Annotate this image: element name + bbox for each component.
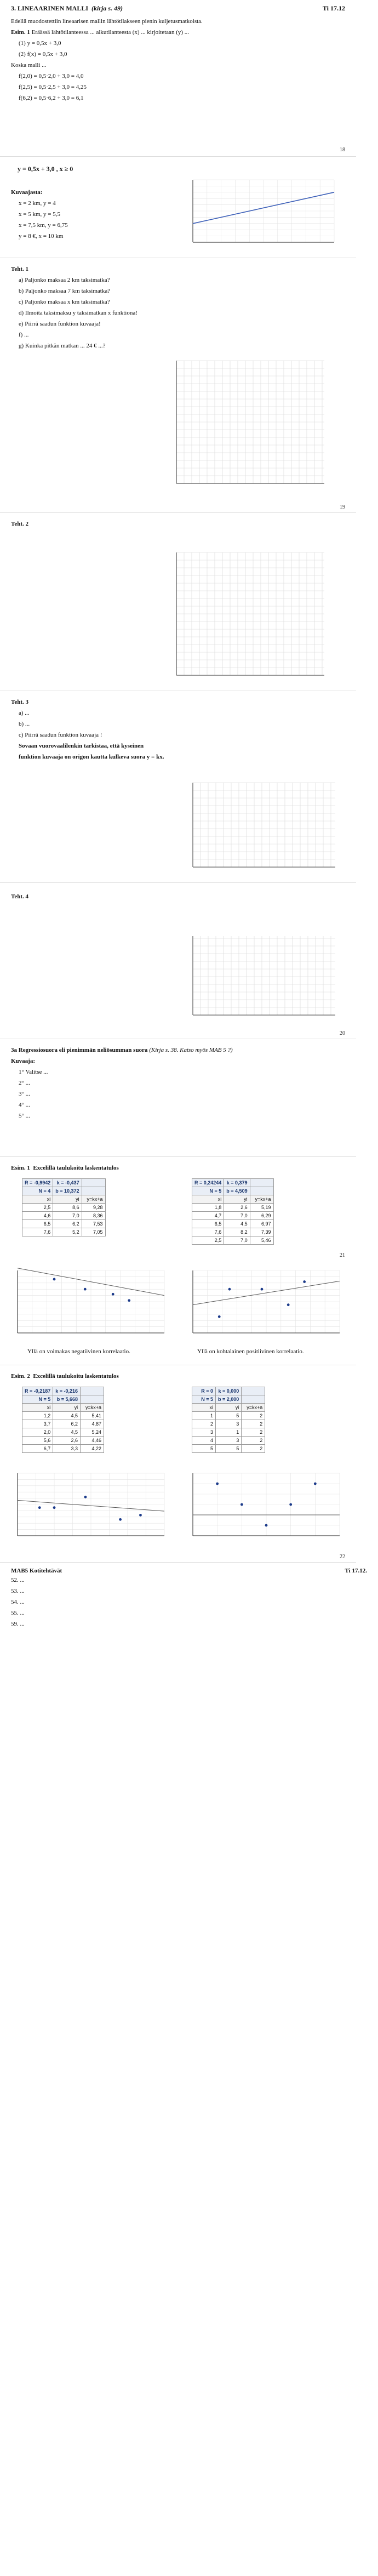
table-cell: 5,46 <box>250 1236 273 1245</box>
chapter-title: 3. LINEAARINEN MALLI <box>11 4 89 12</box>
table-cell: 2 <box>192 1420 216 1428</box>
data-point <box>119 1518 122 1521</box>
table-row <box>192 1412 265 1420</box>
graph-example-2b-svg <box>181 1469 345 1546</box>
section-readings <box>0 186 186 243</box>
table-row <box>22 1228 106 1236</box>
example-1 <box>0 1162 378 1175</box>
step-5: 5° ... <box>19 1112 30 1119</box>
homework-53: 53. ... <box>11 1587 25 1594</box>
equation-1: (1) y = 0,5x + 3,0 <box>19 39 61 47</box>
table-cell: yi <box>216 1404 242 1412</box>
equation-2: (2) f(x) = 0,5x + 3,0 <box>19 50 67 58</box>
graph-example-2a <box>5 1469 170 1546</box>
table-row <box>22 1204 106 1212</box>
table-column-row <box>192 1404 265 1412</box>
homework-52: 52. ... <box>11 1577 25 1583</box>
task-1-g: g) Kuinka pitkän matkan ... 24 € ...? <box>19 342 106 349</box>
page-number: 21 <box>340 1252 345 1258</box>
table-cell: 5,24 <box>81 1428 104 1437</box>
data-point <box>38 1506 41 1509</box>
table-column-row <box>22 1404 104 1412</box>
task-4-title: Teht. 4 <box>11 893 28 900</box>
table-cell: 4,46 <box>81 1437 104 1445</box>
table-cell: 4,5 <box>53 1412 81 1420</box>
grid-3 <box>181 778 340 877</box>
table-cell: 6,97 <box>250 1220 273 1228</box>
task-2 <box>0 518 378 531</box>
data-point <box>265 1524 268 1527</box>
table-row <box>22 1420 104 1428</box>
table-cell: 4 <box>192 1437 216 1445</box>
data-point <box>287 1303 290 1306</box>
table-cell: y=kx+a <box>250 1195 273 1204</box>
table-cell: xi <box>22 1195 53 1204</box>
table-cell <box>242 1387 265 1395</box>
grid-4 <box>181 932 340 1025</box>
graph-example-2b <box>181 1469 345 1546</box>
table-cell: k = 0,379 <box>224 1179 250 1187</box>
table-cell: N = 5 <box>22 1395 53 1404</box>
table-row <box>192 1204 274 1212</box>
grid-1-svg <box>164 356 329 493</box>
calc-line-2: f(2,5) = 0,5·2,5 + 3,0 = 4,25 <box>19 83 87 90</box>
table-row <box>22 1220 106 1228</box>
table-row <box>192 1236 274 1245</box>
task-3 <box>0 696 378 764</box>
table-cell: R = 0 <box>192 1387 216 1395</box>
table-cell <box>242 1395 265 1404</box>
table-cell: 7,05 <box>82 1228 105 1236</box>
homework-date: Ti 17.12. <box>345 1568 367 1574</box>
example-1-subheading: Excelillä taulukoitu laskentatulos <box>33 1165 119 1171</box>
data-point <box>139 1514 142 1517</box>
data-point <box>261 1288 264 1291</box>
table-header-row <box>22 1187 106 1195</box>
graph-1-svg <box>181 175 340 252</box>
task-3-title: Teht. 3 <box>11 699 28 705</box>
data-point <box>228 1288 231 1291</box>
table-cell: 2 <box>242 1420 265 1428</box>
task-1-f: f) ... <box>19 331 29 338</box>
grid-2 <box>164 548 329 685</box>
table-cell: R = 0,24244 <box>192 1179 224 1187</box>
table-cell: y=kx+a <box>82 1195 105 1204</box>
homework-54: 54. ... <box>11 1598 25 1605</box>
page-number: 18 <box>340 147 345 153</box>
page-number: 19 <box>340 504 345 510</box>
table-cell: xi <box>22 1404 53 1412</box>
data-point <box>289 1503 292 1506</box>
data-point <box>314 1483 317 1485</box>
table-cell: 1 <box>192 1412 216 1420</box>
table-cell: b = 10,372 <box>53 1187 82 1195</box>
example-2-subheading: Excelillä taulukoitu laskentatulos <box>33 1373 119 1380</box>
table-2b <box>192 1387 265 1453</box>
caption-1a: Yllä on voimakas negatiivinen korrelaatio. <box>27 1348 130 1355</box>
table-cell: 5,19 <box>250 1204 273 1212</box>
table-header-row <box>22 1387 104 1395</box>
table-cell: 1 <box>216 1428 242 1437</box>
table-cell <box>81 1395 104 1404</box>
reading-2: x = 5 km, y = 5,5 <box>19 210 60 218</box>
reading-4: y = 8 €, x = 10 km <box>19 232 64 240</box>
grid-3-svg <box>181 778 340 877</box>
table-cell: 7,6 <box>192 1228 224 1236</box>
table-cell: 5 <box>192 1445 216 1453</box>
table-cell: 3 <box>192 1428 216 1437</box>
chapter-subtitle: (kirja s. 49) <box>91 4 123 12</box>
table-row <box>192 1228 274 1236</box>
table-cell: 5,2 <box>53 1228 82 1236</box>
reading-1: x = 2 km, y = 4 <box>19 200 56 207</box>
table-cell: b = 4,509 <box>224 1187 250 1195</box>
table-cell: b = 2,000 <box>216 1395 242 1404</box>
table-cell: R = -0,9942 <box>22 1179 53 1187</box>
table-cell: 6,2 <box>53 1420 81 1428</box>
table-cell: 5 <box>216 1445 242 1453</box>
graph-example-1b <box>181 1266 345 1343</box>
calc-line-1: f(2,0) = 0,5·2,0 + 3,0 = 4,0 <box>19 72 84 79</box>
table-cell: k = -0,437 <box>53 1179 82 1187</box>
task-4 <box>0 891 378 904</box>
table-cell: 9,28 <box>82 1204 105 1212</box>
example-1-title: Esim. 1 <box>11 29 30 36</box>
step-3: 3° ... <box>19 1090 30 1097</box>
table-cell: R = -0,2187 <box>22 1387 53 1395</box>
table-cell: 3 <box>216 1437 242 1445</box>
table-1b <box>192 1178 274 1245</box>
table-cell: 6,5 <box>22 1220 53 1228</box>
table-header-row <box>22 1395 104 1404</box>
task-1-e: e) Piirrä saadun funktion kuvaaja! <box>19 320 101 327</box>
data-point <box>240 1503 243 1506</box>
table-header-row <box>192 1187 274 1195</box>
table-1a <box>22 1178 106 1236</box>
header-date: Ti 17.12 <box>322 4 345 12</box>
task-1-b: b) Paljonko maksaa 7 km taksimatka? <box>19 287 111 294</box>
data-point <box>84 1288 87 1291</box>
task-1 <box>0 263 378 353</box>
table-cell: N = 4 <box>22 1187 53 1195</box>
table-cell: 7,53 <box>82 1220 105 1228</box>
table-cell: 6,7 <box>22 1445 53 1453</box>
table-row <box>22 1437 104 1445</box>
table-cell: 4,22 <box>81 1445 104 1453</box>
table-cell: 3,3 <box>53 1445 81 1453</box>
grid-1 <box>164 356 329 493</box>
page-number: 22 <box>340 1554 345 1560</box>
task-3-note-2: funktion kuvaaja on origon kautta kulkeva suora y = kx. <box>19 753 164 760</box>
table-cell: k = 0,000 <box>216 1387 242 1395</box>
table-row <box>192 1445 265 1453</box>
table-row <box>192 1220 274 1228</box>
data-point <box>53 1506 56 1509</box>
task-1-title: Teht. 1 <box>11 266 28 272</box>
calc-line-3: f(6,2) = 0,5·6,2 + 3,0 = 6,1 <box>19 94 84 101</box>
task-2-title: Teht. 2 <box>11 521 28 527</box>
section-regression <box>0 1044 378 1123</box>
table-cell <box>81 1387 104 1395</box>
table-cell: 3 <box>216 1420 242 1428</box>
formula: y = 0,5x + 3,0 , x ≥ 0 <box>18 165 73 173</box>
table-row <box>192 1428 265 1437</box>
readings-title: Kuvaajasta: <box>11 189 43 196</box>
table-cell: yi <box>224 1195 250 1204</box>
task-1-c: c) Paljonko maksaa x km taksimatka? <box>19 298 110 305</box>
table-cell: b = 5,668 <box>53 1395 81 1404</box>
step-2: 2° ... <box>19 1079 30 1086</box>
reading-3: x = 7,5 km, y = 6,75 <box>19 221 68 229</box>
table-row <box>192 1420 265 1428</box>
table-cell: 8,2 <box>224 1228 250 1236</box>
table-cell: y=kx+a <box>242 1404 265 1412</box>
task-3-b: b) ... <box>19 720 30 727</box>
table-cell: 2 <box>242 1412 265 1420</box>
table-cell: 4,87 <box>81 1420 104 1428</box>
table-cell: 5,6 <box>22 1437 53 1445</box>
table-cell: y=kx+a <box>81 1404 104 1412</box>
graph-example-1b-svg <box>181 1266 345 1343</box>
data-point <box>112 1293 114 1296</box>
table-cell: 4,6 <box>22 1212 53 1220</box>
table-cell: 3,7 <box>22 1420 53 1428</box>
regression-heading: 3a Regressiosuora eli pienimmän neliösumman suora <box>11 1047 148 1053</box>
steps-title: Kuvaaja: <box>11 1057 35 1064</box>
section-intro <box>0 15 378 105</box>
table-cell: 4,5 <box>224 1220 250 1228</box>
calc-label: Koska malli ... <box>11 61 47 69</box>
step-1: 1° Valitse ... <box>19 1068 48 1075</box>
table-header-row <box>192 1395 265 1404</box>
table-column-row <box>22 1195 106 1204</box>
table-cell: 6,5 <box>192 1220 224 1228</box>
table-cell <box>250 1179 273 1187</box>
task-1-a: a) Paljonko maksaa 2 km taksimatka? <box>19 276 110 283</box>
table-cell: 7,0 <box>224 1212 250 1220</box>
homework-title: MAB5 Kotitehtävät <box>11 1568 62 1574</box>
task-1-d: d) Ilmoita taksimaksu y taksimatkan x funktiona! <box>19 309 138 316</box>
graph-example-1a <box>5 1266 170 1343</box>
table-cell: 5,41 <box>81 1412 104 1420</box>
table-column-row <box>192 1195 274 1204</box>
page-number: 20 <box>340 1030 345 1036</box>
homework-55: 55. ... <box>11 1609 25 1616</box>
table-cell: N = 5 <box>192 1395 216 1404</box>
table-cell: 7,6 <box>22 1228 53 1236</box>
table-cell: 8,36 <box>82 1212 105 1220</box>
table-cell: N = 5 <box>192 1187 224 1195</box>
table-row <box>22 1445 104 1453</box>
table-row <box>192 1437 265 1445</box>
table-header-row <box>192 1179 274 1187</box>
table-cell: yi <box>53 1195 82 1204</box>
section-function <box>0 162 378 176</box>
table-cell: 5 <box>216 1412 242 1420</box>
example-2 <box>0 1370 378 1383</box>
table-cell <box>82 1179 105 1187</box>
data-point <box>216 1483 219 1485</box>
table-cell <box>82 1187 105 1195</box>
table-cell: 2,0 <box>22 1428 53 1437</box>
table-cell: 7,0 <box>53 1212 82 1220</box>
table-row <box>22 1428 104 1437</box>
table-header-row <box>192 1387 265 1395</box>
task-3-note-1: Sovaan vuorovaalilenkin tarkistaa, että kyseinen <box>19 742 144 749</box>
table-2a <box>22 1387 104 1453</box>
example-1-text: Eräässä lähtötilanteessa ... alkutilanteesta (x) ... kirjoitetaan (y) ... <box>31 29 190 36</box>
table-cell: xi <box>192 1195 224 1204</box>
table-cell: 2,6 <box>53 1437 81 1445</box>
example-2-heading: Esim. 2 <box>11 1373 30 1380</box>
table-cell: yi <box>53 1404 81 1412</box>
table-cell: 2,5 <box>22 1204 53 1212</box>
table-row <box>192 1212 274 1220</box>
step-4: 4° ... <box>19 1101 30 1108</box>
table-cell: 6,29 <box>250 1212 273 1220</box>
grid-4-svg <box>181 932 340 1025</box>
table-cell: 6,2 <box>53 1220 82 1228</box>
homework <box>0 1568 378 1631</box>
table-cell: 4,7 <box>192 1212 224 1220</box>
table-cell: xi <box>192 1404 216 1412</box>
data-point <box>53 1278 56 1281</box>
table-cell: 2 <box>242 1428 265 1437</box>
table-cell: 1,8 <box>192 1204 224 1212</box>
table-cell: 1,2 <box>22 1412 53 1420</box>
table-cell: 2 <box>242 1445 265 1453</box>
data-point <box>84 1496 87 1498</box>
table-cell: 4,5 <box>53 1428 81 1437</box>
table-row <box>22 1412 104 1420</box>
grid-2-svg <box>164 548 329 685</box>
page-header <box>0 0 356 13</box>
table-cell <box>250 1187 273 1195</box>
table-cell: 8,6 <box>53 1204 82 1212</box>
table-cell: 7,39 <box>250 1228 273 1236</box>
table-cell: 7,0 <box>224 1236 250 1245</box>
task-3-a: a) ... <box>19 709 30 716</box>
example-1-heading: Esim. 1 <box>11 1165 30 1171</box>
data-point <box>218 1315 221 1318</box>
table-header-row <box>22 1179 106 1187</box>
caption-1b: Yllä on kohtalainen positiivinen korrelaatio. <box>197 1348 304 1355</box>
homework-59: 59. ... <box>11 1620 25 1627</box>
intro-text: Edellä muodostettiin lineaarisen mallin lähtötilakseen pienin kuljetusmatkoista. <box>11 18 203 25</box>
regression-heading-note: (Kirja s. 38. Katso myös MAB 5 ?) <box>149 1047 233 1053</box>
table-cell: 2 <box>242 1437 265 1445</box>
table-cell: 2,6 <box>224 1204 250 1212</box>
table-row <box>22 1212 106 1220</box>
table-cell: k = -0,216 <box>53 1387 81 1395</box>
table-cell: 2,5 <box>192 1236 224 1245</box>
graph-example-2a-svg <box>5 1469 170 1546</box>
task-3-c: c) Piirrä saadun funktion kuvaaja ! <box>19 731 102 738</box>
graph-example-1a-svg <box>5 1266 170 1343</box>
graph-1-line <box>181 175 340 252</box>
data-point <box>128 1299 130 1302</box>
data-point <box>303 1280 306 1283</box>
